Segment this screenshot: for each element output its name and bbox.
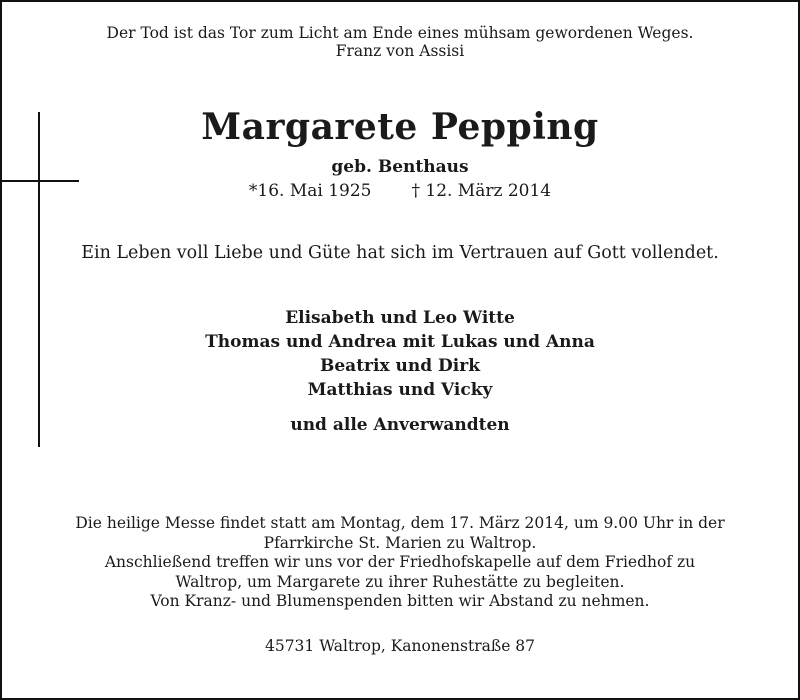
deceased-name: Margarete Pepping — [201, 106, 599, 148]
service-line: Pfarrkirche St. Marien zu Waltrop. — [263, 533, 537, 552]
family-member: Elisabeth und Leo Witte — [285, 308, 515, 328]
quote-author: Franz von Assisi — [335, 42, 465, 60]
service-line: Die heilige Messe findet statt am Montag, dem 17. März 2014, um 9.00 Uhr in der — [75, 514, 725, 532]
service-info — [0, 514, 800, 612]
life-dates — [0, 180, 800, 202]
family-list — [0, 306, 800, 402]
motto-text: Ein Leben voll Liebe und Güte hat sich im Vertrauen auf Gott vollendet. — [81, 243, 719, 263]
quote-block — [0, 24, 800, 60]
service-line: Von Kranz- und Blumenspenden bitten wir Abstand zu nehmen. — [150, 592, 650, 610]
service-line: Waltrop, um Margarete zu ihrer Ruhestätte zu begleiten. — [175, 572, 625, 591]
death-date: † 12. März 2014 — [411, 181, 552, 201]
family-member: Matthias und Vicky — [307, 380, 493, 400]
relatives-line: und alle Anverwandten — [290, 415, 510, 435]
family-member: Beatrix und Dirk — [320, 356, 480, 376]
address: 45731 Waltrop, Kanonenstraße 87 — [264, 637, 536, 655]
maiden-name: geb. Benthaus — [331, 157, 469, 177]
family-member: Thomas und Andrea mit Lukas und Anna — [205, 332, 595, 352]
quote-text: Der Tod ist das Tor zum Licht am Ende eines mühsam gewordenen Weges. — [106, 24, 694, 42]
birth-date: *16. Mai 1925 — [248, 181, 372, 201]
service-line: Anschließend treffen wir uns vor der Friedhofskapelle auf dem Friedhof zu — [104, 553, 696, 571]
